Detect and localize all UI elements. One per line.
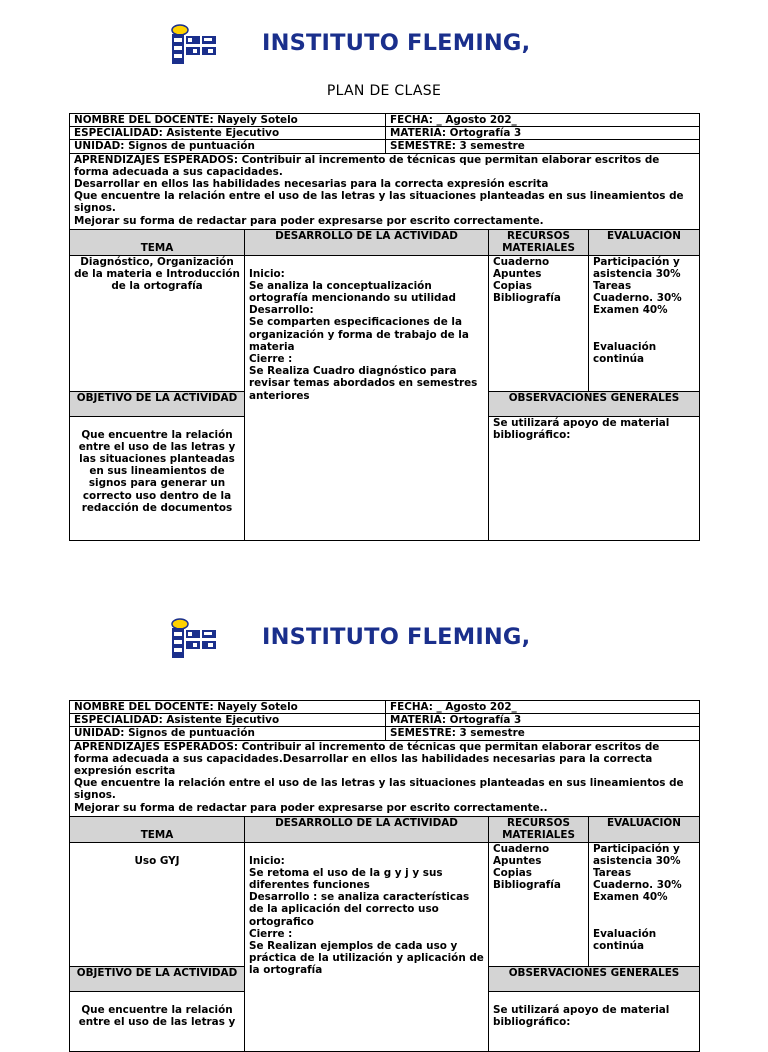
table-row — [70, 727, 700, 740]
subject-field: MATERIA: Ortografía 3 — [386, 127, 700, 140]
evaluation-cell: Participación y asistencia 30% Tareas Cuaderno. 30% Examen 40% Evaluación continúa — [589, 842, 700, 966]
semester-field: SEMESTRE: 3 semestre — [386, 140, 700, 153]
lesson-plan-table-2 — [69, 700, 700, 1052]
evaluation-cell: Participación y asistencia 30% Tareas Cuaderno. 30% Examen 40% Evaluación continúa — [589, 255, 700, 391]
unit-field: UNIDAD: Signos de puntuación — [70, 727, 386, 740]
specialty-field: ESPECIALIDAD: Asistente Ejecutivo — [70, 127, 386, 140]
table-row — [70, 127, 700, 140]
observations-header: OBSERVACIONES GENERALES — [489, 391, 700, 416]
topic-cell: Diagnóstico, Organización de la materia e Introducción de la ortografía — [70, 255, 245, 391]
semester-field: SEMESTRE: 3 semestre — [386, 727, 700, 740]
objective-cell: Que encuentre la relación entre el uso de las letras y — [70, 991, 245, 1051]
expected-learning: APRENDIZAJES ESPERADOS: Contribuir al incremento de técnicas que permitan elaborar escritos de forma adecuada a sus capacidades. Desarrollar en ellos las habilidades necesarias para la correcta expresión escrita Que encuentre la relación entre el uso de las letras y las situaciones planteadas en sus lineamientos de signos. Mejorar su forma de redactar para poder expresarse por escrito correctamente. — [70, 153, 700, 229]
table-row — [70, 740, 700, 816]
activity-development: Inicio: Se retoma el uso de la g y j y sus diferentes funciones Desarrollo : se analiza características de la aplicación del correcto uso ortografico Cierre : Se Realizan ejemplos de cada uso y práctica de la utilización y aplicación de la ortografía — [245, 842, 489, 1051]
observations-header: OBSERVACIONES GENERALES — [489, 966, 700, 991]
table-header-row — [70, 816, 700, 842]
page-header-2 — [0, 618, 768, 668]
subject-field: MATERIA: Ortografía 3 — [386, 714, 700, 727]
observations-cell: Se utilizará apoyo de material bibliográfico: — [489, 416, 700, 540]
resources-cell: Cuaderno Apuntes Copias Bibliografía — [489, 842, 589, 966]
activity-development: Inicio: Se analiza la conceptualización ortografía mencionando su utilidad Desarrollo: Se comparten especificaciones de la organización y forma de trabajo de la materia Cierre : Se Realiza Cuadro diagnóstico para revisar temas abordados en semestres anteriores — [245, 255, 489, 540]
institution-name: INSTITUTO FLEMING, — [262, 30, 531, 56]
table-row — [70, 114, 700, 127]
resources-header: RECURSOS MATERIALES — [489, 229, 589, 255]
teacher-name: NOMBRE DEL DOCENTE: Nayely Sotelo — [70, 114, 386, 127]
objective-header: OBJETIVO DE LA ACTIVIDAD — [70, 391, 245, 416]
document-title: PLAN DE CLASE — [326, 83, 442, 99]
observations-cell: Se utilizará apoyo de material bibliográfico: — [489, 991, 700, 1051]
date-field: FECHA: _ Agosto 202_ — [386, 114, 700, 127]
table-header-row — [70, 229, 700, 255]
table-row — [70, 714, 700, 727]
resources-header: RECURSOS MATERIALES — [489, 816, 589, 842]
topic-cell: Uso GYJ — [70, 842, 245, 966]
specialty-field: ESPECIALIDAD: Asistente Ejecutivo — [70, 714, 386, 727]
topic-header: TEMA — [70, 816, 245, 842]
objective-header: OBJETIVO DE LA ACTIVIDAD — [70, 966, 245, 991]
expected-learning: APRENDIZAJES ESPERADOS: Contribuir al incremento de técnicas que permitan elaborar escritos de forma adecuada a sus capacidades.Desarrollar en ellos las habilidades necesarias para la correcta expresión escrita Que encuentre la relación entre el uso de las letras y las situaciones planteadas en sus lineamientos de signos. Mejorar su forma de redactar para poder expresarse por escrito correctamente.. — [70, 740, 700, 816]
evaluation-header: EVALUACIÓN — [589, 229, 700, 255]
page-header-1 — [0, 24, 768, 74]
teacher-name: NOMBRE DEL DOCENTE: Nayely Sotelo — [70, 701, 386, 714]
table-row — [70, 701, 700, 714]
institute-logo-icon — [168, 24, 220, 68]
topic-header: TEMA — [70, 229, 245, 255]
activity-header: DESARROLLO DE LA ACTIVIDAD — [245, 229, 489, 255]
table-row — [70, 842, 700, 966]
table-row — [70, 140, 700, 153]
lesson-plan-table-1 — [69, 113, 700, 541]
resources-cell: Cuaderno Apuntes Copias Bibliografía — [489, 255, 589, 391]
institute-logo-icon — [168, 618, 220, 662]
table-row — [70, 255, 700, 391]
date-field: FECHA: _ Agosto 202_ — [386, 701, 700, 714]
objective-cell: Que encuentre la relación entre el uso de las letras y las situaciones planteadas en sus lineamientos de signos para generar un correcto uso dentro de la redacción de documentos — [70, 416, 245, 540]
unit-field: UNIDAD: Signos de puntuación — [70, 140, 386, 153]
institution-name: INSTITUTO FLEMING, — [262, 624, 531, 650]
evaluation-header: EVALUACIÓN — [589, 816, 700, 842]
table-row — [70, 153, 700, 229]
activity-header: DESARROLLO DE LA ACTIVIDAD — [245, 816, 489, 842]
